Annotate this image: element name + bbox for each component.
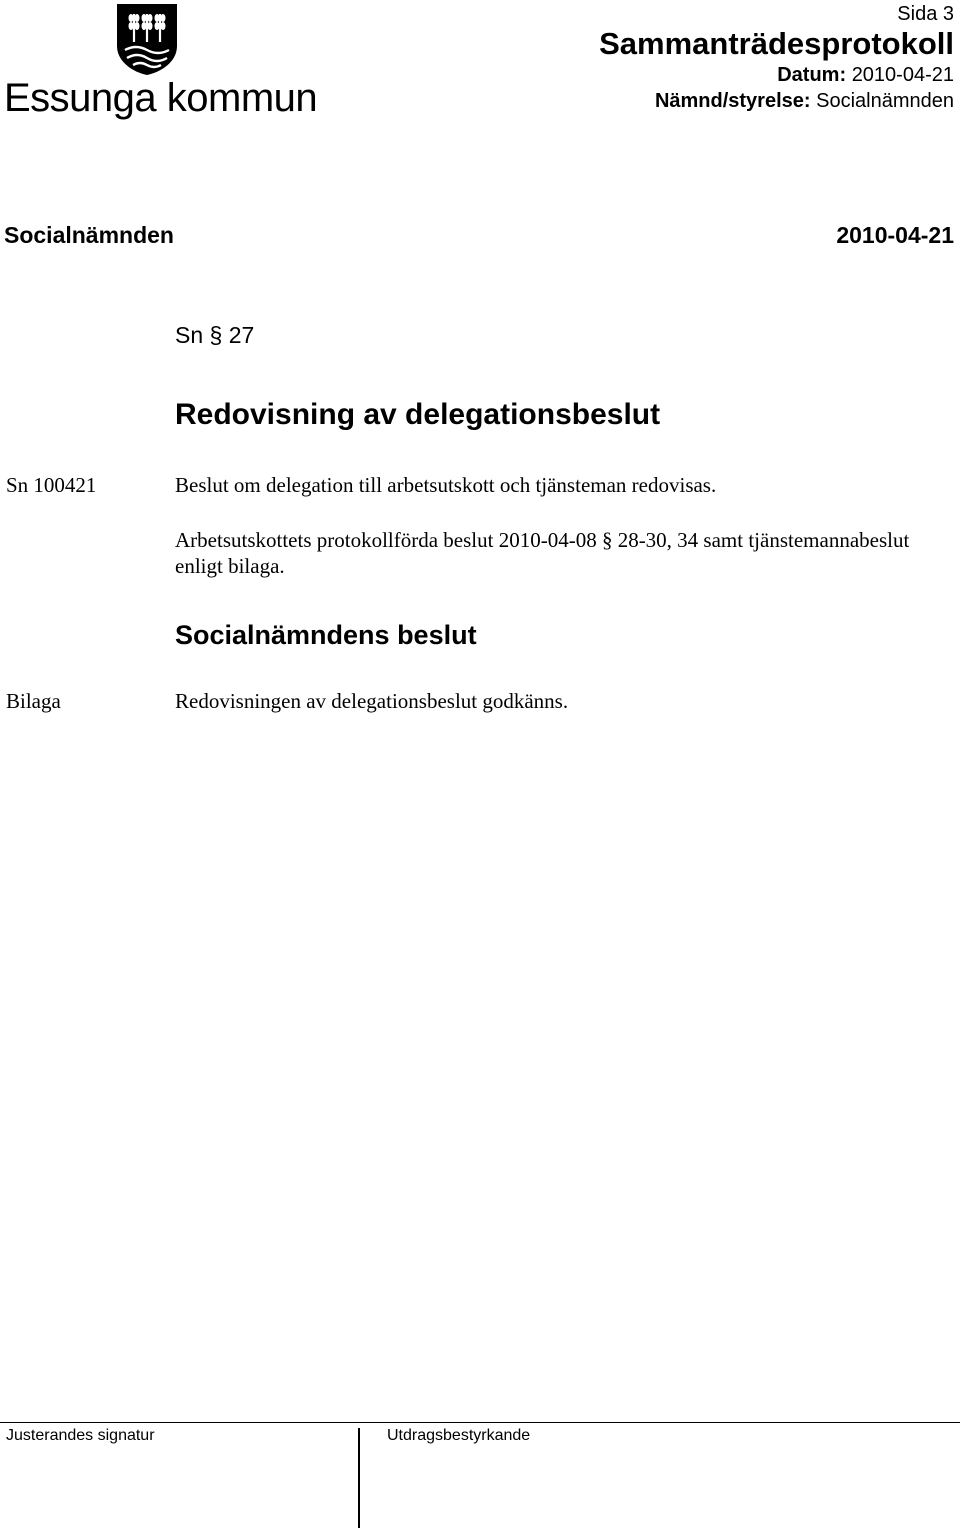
body-paragraph: Arbetsutskottets protokollförda beslut 2010-04-08 § 28-30, 34 samt tjänstemannabeslut enligt bilaga. xyxy=(175,528,910,578)
date-value: 2010-04-21 xyxy=(851,64,954,86)
decision-heading: Socialnämndens beslut xyxy=(175,620,477,650)
board-label: Nämnd/styrelse: xyxy=(654,90,811,112)
meeting-board: Socialnämnden xyxy=(4,222,174,248)
case-description: Beslut om delegation till arbetsutskott och tjänsteman redovisas. xyxy=(175,473,717,497)
decision-text: Redovisningen av delegationsbeslut godkänns. xyxy=(175,689,569,713)
header-board-line xyxy=(655,90,954,112)
page-number: Sida 3 xyxy=(897,3,954,25)
footer-divider xyxy=(358,1428,360,1528)
case-number: Sn 100421 xyxy=(6,473,97,497)
coat-of-arms-icon xyxy=(115,2,179,76)
header-date-line xyxy=(777,64,954,86)
section-number: Sn § 27 xyxy=(175,322,255,348)
municipality-wordmark: Essunga kommun xyxy=(4,76,318,120)
document-title: Sammanträdesprotokoll xyxy=(599,26,954,61)
meeting-date: 2010-04-21 xyxy=(836,222,954,248)
footer-signature-label: Justerandes signatur xyxy=(6,1427,155,1444)
date-label: Datum: xyxy=(777,64,847,86)
footer-certification-label: Utdragsbestyrkande xyxy=(387,1427,531,1444)
section-title: Redovisning av delegationsbeslut xyxy=(175,398,661,431)
board-value: Socialnämnden xyxy=(816,90,954,112)
attachment-label: Bilaga xyxy=(6,689,61,713)
footer-rule xyxy=(0,1422,960,1423)
